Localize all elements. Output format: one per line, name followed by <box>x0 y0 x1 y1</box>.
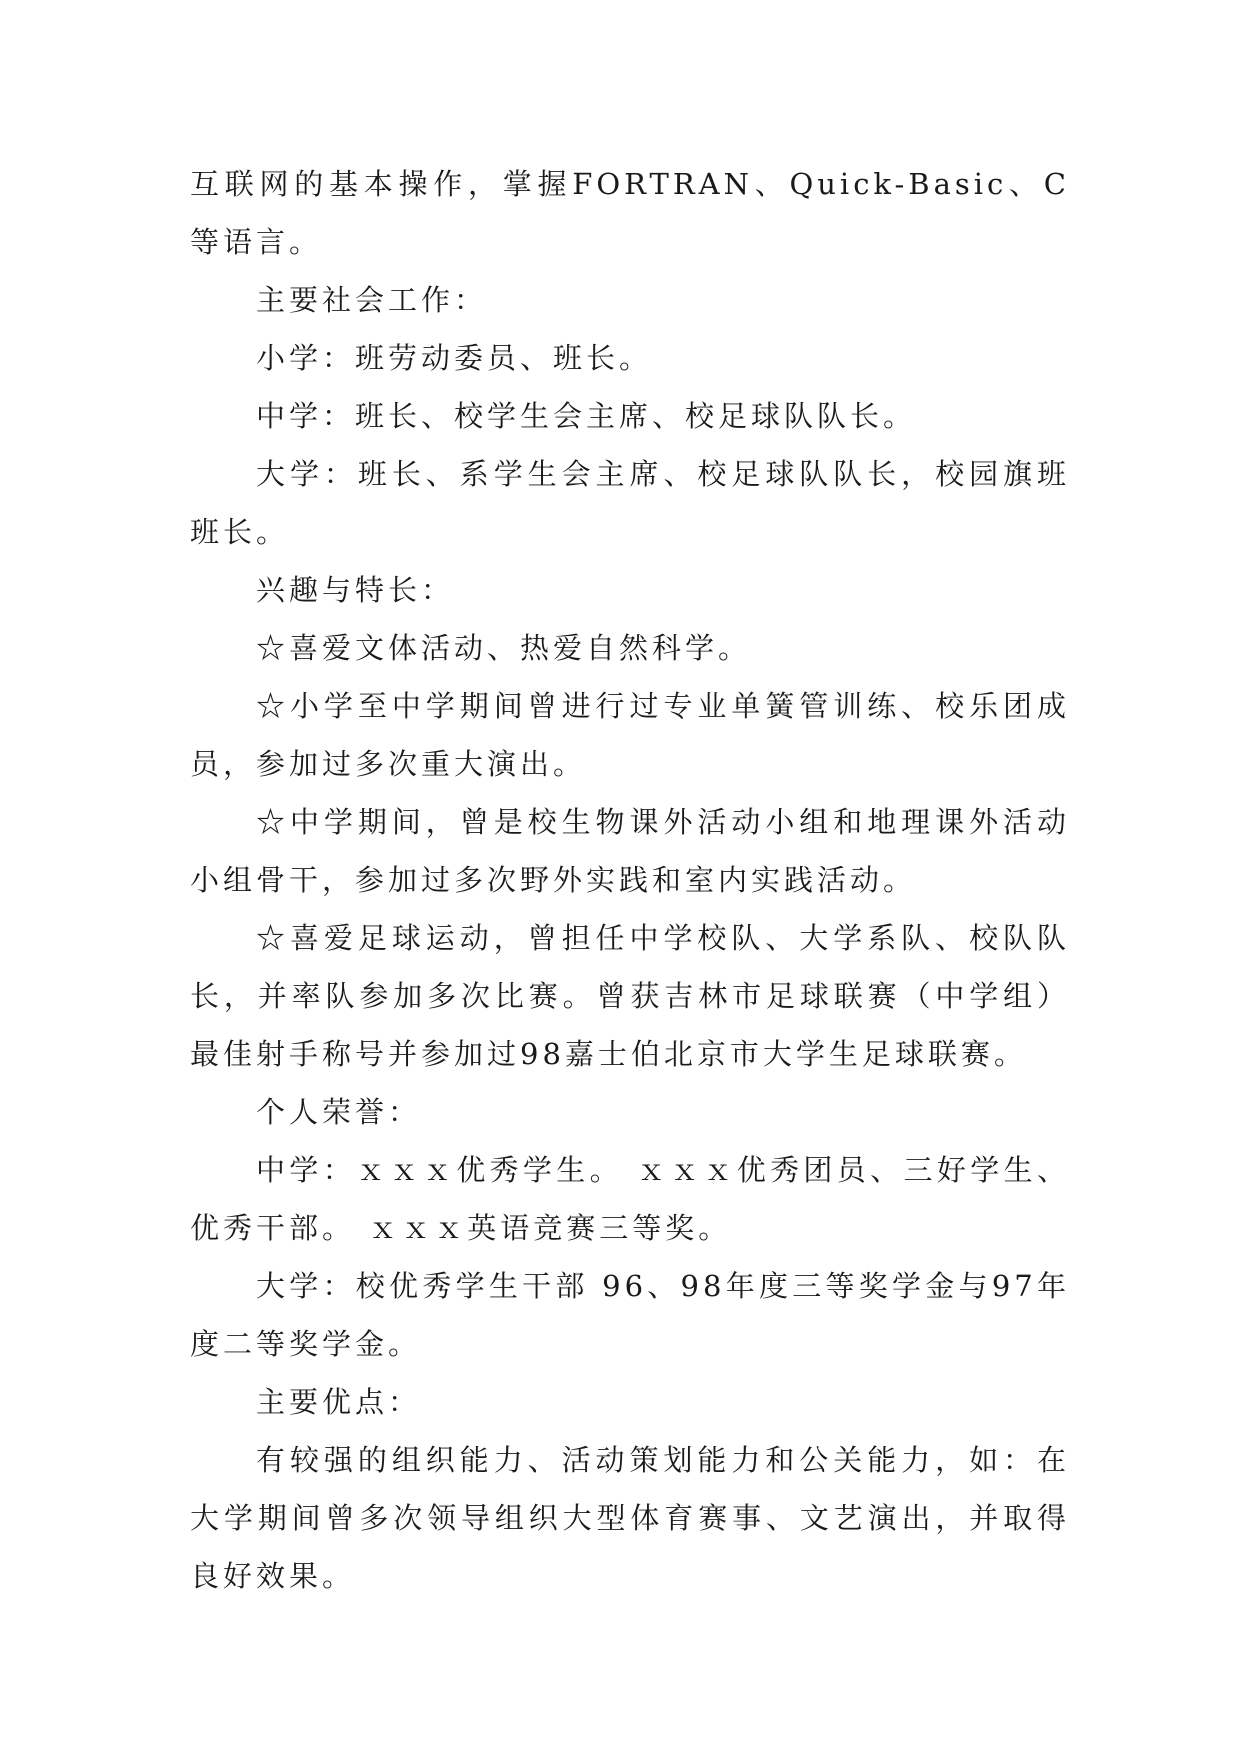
paragraph-strengths: 有较强的组织能力、活动策划能力和公关能力，如：在大学期间曾多次领导组织大型体育赛事、文艺演出，并取得良好效果。 <box>190 1443 1070 1593</box>
heading-strengths: 主要优点： <box>256 1385 422 1419</box>
paragraph-middle-school: 中学：班长、校学生会主席、校足球队队长。 <box>256 399 917 433</box>
heading-honors: 个人荣誉： <box>256 1095 422 1129</box>
paragraph-interest-1: ☆喜爱文体活动、热爱自然科学。 <box>256 631 752 665</box>
paragraph-interest-3: ☆中学期间，曾是校生物课外活动小组和地理课外活动小组骨干，参加过多次野外实践和室内实践活动。 <box>190 805 1070 897</box>
paragraph-university: 大学：班长、系学生会主席、校足球队队长，校园旗班班长。 <box>190 457 1070 549</box>
heading-social-work: 主要社会工作： <box>256 283 488 317</box>
paragraph-interest-4: ☆喜爱足球运动，曾担任中学校队、大学系队、校队队长，并率队参加多次比赛。曾获吉林市足球联赛（中学组）最佳射手称号并参加过98嘉士伯北京市大学生足球联赛。 <box>190 921 1070 1071</box>
paragraph-honors-middle: 中学：ｘｘｘ优秀学生。 ｘｘｘ优秀团员、三好学生、优秀干部。 ｘｘｘ英语竞赛三等奖。 <box>190 1153 1070 1245</box>
paragraph-primary-school: 小学：班劳动委员、班长。 <box>256 341 653 375</box>
paragraph-skills-continued: 互联网的基本操作，掌握FORTRAN、Quick-Basic、C等语言。 <box>190 167 1070 259</box>
paragraph-honors-university: 大学：校优秀学生干部 96、98年度三等奖学金与97年度二等奖学金。 <box>190 1269 1070 1361</box>
paragraph-interest-2: ☆小学至中学期间曾进行过专业单簧管训练、校乐团成员，参加过多次重大演出。 <box>190 689 1070 781</box>
document-body <box>190 155 1070 1605</box>
heading-interests: 兴趣与特长： <box>256 573 455 607</box>
